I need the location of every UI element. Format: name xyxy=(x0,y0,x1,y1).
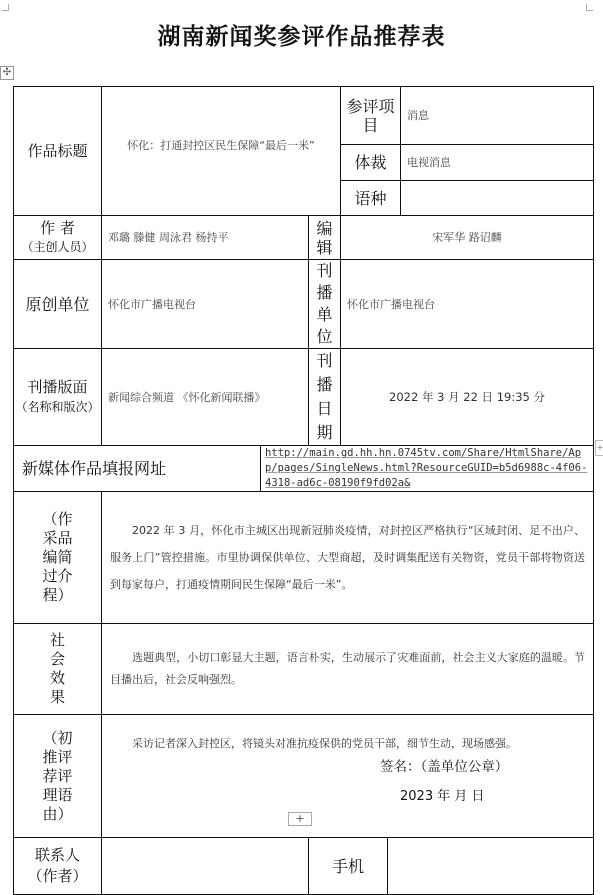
genre-value-cell[interactable] xyxy=(401,145,594,181)
review-content-cell[interactable] xyxy=(102,715,594,838)
publish-date-value-cell[interactable] xyxy=(341,349,594,446)
nomination-form-table xyxy=(13,86,594,895)
editor-label-cell xyxy=(309,216,341,260)
origin-unit-value: 怀化市广播电视台 xyxy=(108,297,196,311)
author-label-cell xyxy=(14,216,102,260)
process-label: （作采品编简过介程） xyxy=(42,510,73,604)
author-sublabel: （主创人员） xyxy=(21,239,94,254)
publish-date-label-cell xyxy=(309,349,341,446)
publish-unit-value: 怀化市广播电视台 xyxy=(347,297,436,311)
edition-label: 刊播版面 xyxy=(27,378,88,396)
effect-text: 选题典型，小切口彰显大主题，语言朴实，生动展示了灾难面前，社会主义大家庭的温暖。节目播出后，社会反响强烈。 xyxy=(110,651,586,686)
signature-line: 签名：（盖单位公章） xyxy=(380,759,509,775)
genre-label: 体裁 xyxy=(354,153,387,172)
add-row-handle-icon[interactable]: + xyxy=(288,812,312,826)
title-label: 作品标题 xyxy=(27,141,88,160)
process-text-cell[interactable] xyxy=(102,492,594,624)
phone-value-cell[interactable] xyxy=(388,838,594,895)
contact-label-cell xyxy=(14,838,102,895)
url-value-link[interactable]: http://main.gd.hh.hn.0745tv.com/Share/HtmlShare/App/pages/SingleNews.html?ResourceGUID=b5d6988c-4f06-4318-ad6c-08190f9fd02a& xyxy=(265,447,588,489)
page-corner-mark xyxy=(2,4,9,11)
origin-unit-value-cell[interactable] xyxy=(102,260,309,349)
process-label-cell xyxy=(14,492,102,624)
origin-unit-label-cell xyxy=(14,260,102,349)
phone-label-cell xyxy=(309,838,388,895)
genre-value: 电视消息 xyxy=(407,156,452,169)
effect-label-cell xyxy=(14,624,102,715)
author-value-cell[interactable] xyxy=(102,216,309,260)
page-corner-mark xyxy=(586,4,593,11)
edition-value-cell[interactable] xyxy=(102,349,309,446)
effect-text-cell[interactable] xyxy=(102,624,594,715)
publish-date-value: 2022 年 3 月 22 日 19:35 分 xyxy=(389,389,545,404)
editor-label: 编辑 xyxy=(316,218,333,257)
category-label-cell xyxy=(341,87,401,145)
author-label: 作 者 xyxy=(40,218,75,237)
language-label-cell xyxy=(341,181,401,216)
publish-unit-value-cell[interactable] xyxy=(341,260,594,349)
edition-sublabel: （名称和版次） xyxy=(15,400,100,414)
category-value-cell[interactable] xyxy=(401,87,594,145)
table-resize-handle-icon[interactable]: + xyxy=(595,440,603,456)
contact-value-cell[interactable] xyxy=(102,838,309,895)
origin-unit-label: 原创单位 xyxy=(25,294,90,314)
category-label: 参评项目 xyxy=(346,96,395,135)
contact-sublabel: （作者） xyxy=(27,867,88,885)
editor-value: 宋军华 路诏麟 xyxy=(432,231,502,244)
title-value-cell[interactable] xyxy=(102,87,341,216)
url-label: 新媒体作品填报网址 xyxy=(22,459,167,478)
title-label-cell xyxy=(14,87,102,216)
review-label-cell xyxy=(14,715,102,838)
edition-value: 新闻综合频道 《怀化新闻联播》 xyxy=(108,390,266,404)
publish-unit-label: 刊播单位 xyxy=(316,261,333,346)
review-text: 采访记者深入封控区，将镜头对准抗疫保供的党员干部，细节生动，现场感强。 xyxy=(132,737,517,750)
category-value: 消息 xyxy=(407,109,430,122)
author-value: 邓璐 滕健 周泳君 杨持平 xyxy=(108,231,229,244)
url-label-cell xyxy=(14,446,261,492)
document-title: 湖南新闻奖参评作品推荐表 xyxy=(157,24,446,50)
table-move-handle-icon[interactable]: ✣ xyxy=(0,66,14,80)
phone-label: 手机 xyxy=(332,856,365,876)
language-label: 语种 xyxy=(354,188,387,208)
process-text: 2022 年 3 月，怀化市主城区出现新冠肺炎疫情，对封控区严格执行“区域封闭、足不出户、服务上门”管控措施。市里协调保供单位、大型商超，及时调集配送有关物资，党员干部将物资送到每家每户，打通疫情期间民生保障“最后一米”。 xyxy=(110,524,586,591)
date-line: 2023 年 月 日 xyxy=(400,789,485,804)
editor-value-cell[interactable] xyxy=(341,216,594,260)
title-value: 怀化：打通封控区民生保障“最后一米” xyxy=(127,139,315,152)
publish-date-label: 刊播日期 xyxy=(316,351,333,442)
genre-label-cell xyxy=(341,145,401,181)
contact-label: 联系人 xyxy=(34,846,80,864)
effect-label: 社会效果 xyxy=(49,631,65,706)
language-value-cell[interactable] xyxy=(401,181,594,216)
url-value-cell[interactable] xyxy=(261,446,594,492)
edition-label-cell xyxy=(14,349,102,446)
review-label: （初推评荐评理语由） xyxy=(42,728,73,823)
publish-unit-label-cell xyxy=(309,260,341,349)
